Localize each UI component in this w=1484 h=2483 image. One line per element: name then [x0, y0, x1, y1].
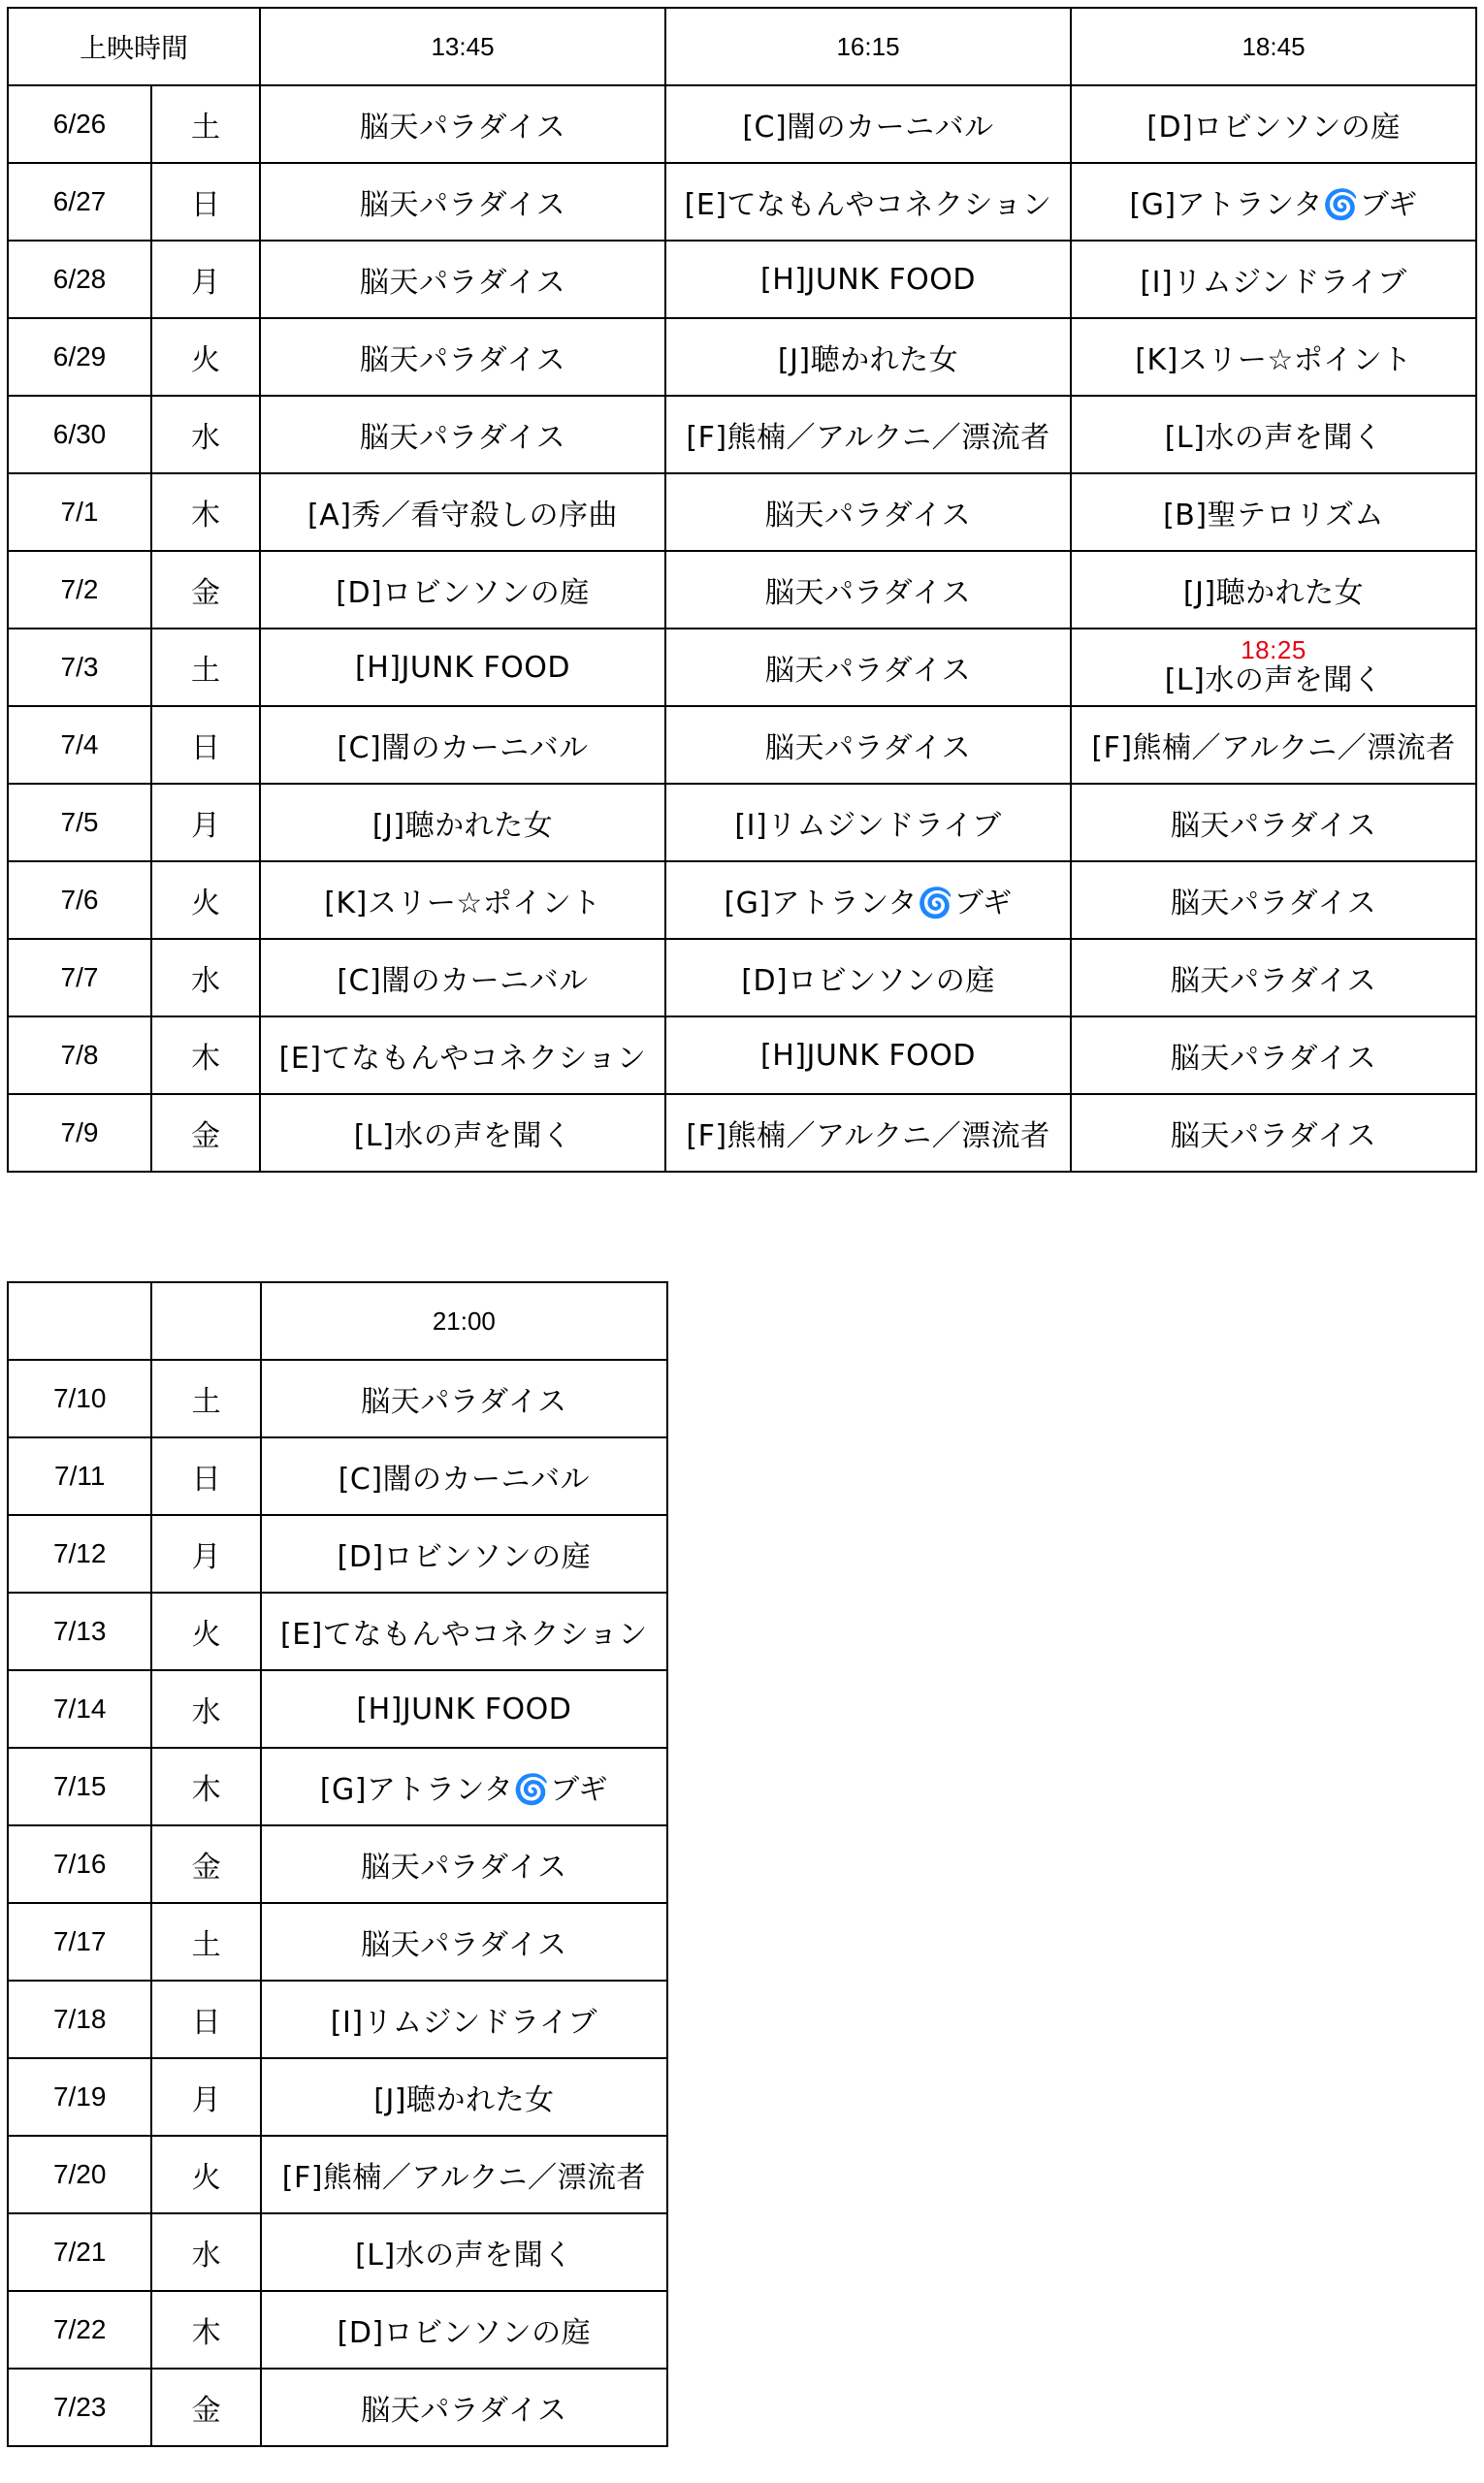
date-cell: 7/15: [8, 1748, 151, 1825]
film-cell: [E]てなもんやコネクション: [260, 1016, 665, 1094]
schedule-table-2: [7, 1281, 668, 2447]
table-row: [8, 1437, 667, 1515]
film-cell: [H]JUNK FOOD: [665, 241, 1071, 318]
table-row: [8, 706, 1476, 784]
table-row: [8, 163, 1476, 241]
film-cell: [J]聴かれた女: [665, 318, 1071, 396]
schedule-table-2-body: [8, 1282, 667, 2446]
date-cell: 6/26: [8, 85, 151, 163]
film-cell: [I]リムジンドライブ: [665, 784, 1071, 861]
weekday-cell: 金: [151, 1094, 260, 1172]
weekday-cell: 金: [151, 551, 260, 629]
film-cell: [A]秀／看守殺しの序曲: [260, 473, 665, 551]
table-row: [8, 1670, 667, 1748]
table-row: [8, 1593, 667, 1670]
film-cell: [D]ロビンソンの庭: [665, 939, 1071, 1016]
weekday-cell: 火: [151, 318, 260, 396]
table-row: [8, 241, 1476, 318]
header-empty-date: [8, 1282, 151, 1360]
film-cell: [F]熊楠／アルクニ／漂流者: [261, 2136, 667, 2213]
weekday-cell: 火: [151, 1593, 260, 1670]
film-cell: [G]アトランタ🌀ブギ: [261, 1748, 667, 1825]
film-cell: 脳天パラダイス: [260, 163, 665, 241]
film-cell: 脳天パラダイス: [260, 396, 665, 473]
weekday-cell: 土: [151, 629, 260, 706]
film-cell: 脳天パラダイス: [1071, 939, 1476, 1016]
table-header-row: [8, 8, 1476, 85]
date-cell: 7/9: [8, 1094, 151, 1172]
weekday-cell: 水: [151, 2213, 260, 2291]
table-row: [8, 1981, 667, 2058]
date-cell: 7/14: [8, 1670, 151, 1748]
film-cell: [K]スリー☆ポイント: [1071, 318, 1476, 396]
date-cell: 7/3: [8, 629, 151, 706]
table-row: [8, 1748, 667, 1825]
film-cell: 脳天パラダイス: [1071, 1016, 1476, 1094]
time-slot-2: 16:15: [665, 8, 1071, 85]
weekday-cell: 火: [151, 861, 260, 939]
date-cell: 6/28: [8, 241, 151, 318]
table-row: [8, 1515, 667, 1593]
film-cell: [C]闇のカーニバル: [260, 706, 665, 784]
film-cell: [J]聴かれた女: [260, 784, 665, 861]
film-cell: [G]アトランタ🌀ブギ: [1071, 163, 1476, 241]
film-cell: [C]闇のカーニバル: [261, 1437, 667, 1515]
weekday-cell: 水: [151, 396, 260, 473]
weekday-cell: 水: [151, 1670, 260, 1748]
table-row: [8, 318, 1476, 396]
schedule-table-1: [7, 7, 1477, 1173]
date-cell: 7/8: [8, 1016, 151, 1094]
weekday-cell: 土: [151, 85, 260, 163]
film-cell: 脳天パラダイス: [665, 551, 1071, 629]
date-cell: 7/12: [8, 1515, 151, 1593]
film-cell: [J]聴かれた女: [1071, 551, 1476, 629]
date-cell: 7/7: [8, 939, 151, 1016]
film-cell: [G]アトランタ🌀ブギ: [665, 861, 1071, 939]
film-cell: [H]JUNK FOOD: [260, 629, 665, 706]
weekday-cell: 日: [151, 1437, 260, 1515]
film-cell: [D]ロビンソンの庭: [260, 551, 665, 629]
weekday-cell: 木: [151, 473, 260, 551]
table-row: [8, 551, 1476, 629]
film-cell: 脳天パラダイス: [261, 1903, 667, 1981]
weekday-cell: 月: [151, 2058, 260, 2136]
weekday-cell: 木: [151, 1748, 260, 1825]
weekday-cell: 日: [151, 706, 260, 784]
weekday-cell: 日: [151, 163, 260, 241]
weekday-cell: 月: [151, 241, 260, 318]
date-cell: 7/1: [8, 473, 151, 551]
table-row: [8, 1360, 667, 1437]
table-row: [8, 629, 1476, 706]
film-cell: 脳天パラダイス: [665, 473, 1071, 551]
date-cell: 6/27: [8, 163, 151, 241]
film-cell: 脳天パラダイス: [1071, 1094, 1476, 1172]
film-cell: 脳天パラダイス: [665, 629, 1071, 706]
film-cell: [H]JUNK FOOD: [665, 1016, 1071, 1094]
time-slot-1: 13:45: [260, 8, 665, 85]
date-cell: 7/16: [8, 1825, 151, 1903]
weekday-cell: 火: [151, 2136, 260, 2213]
date-cell: 7/20: [8, 2136, 151, 2213]
film-cell: [L]水の声を聞く: [260, 1094, 665, 1172]
table-row: [8, 396, 1476, 473]
film-cell: [C]闇のカーニバル: [260, 939, 665, 1016]
table-row: [8, 1825, 667, 1903]
table-row: [8, 861, 1476, 939]
date-cell: 6/29: [8, 318, 151, 396]
table-row: [8, 2369, 667, 2446]
film-cell: [C]闇のカーニバル: [665, 85, 1071, 163]
time-change-note: 18:25: [1241, 635, 1307, 664]
date-cell: 7/5: [8, 784, 151, 861]
date-cell: 7/23: [8, 2369, 151, 2446]
table-row: [8, 1903, 667, 1981]
date-cell: 7/19: [8, 2058, 151, 2136]
film-cell: [F]熊楠／アルクニ／漂流者: [665, 1094, 1071, 1172]
weekday-cell: 月: [151, 1515, 260, 1593]
date-cell: 7/18: [8, 1981, 151, 2058]
film-cell: [I]リムジンドライブ: [261, 1981, 667, 2058]
film-cell: 脳天パラダイス: [260, 318, 665, 396]
film-cell: [F]熊楠／アルクニ／漂流者: [1071, 706, 1476, 784]
film-cell: [K]スリー☆ポイント: [260, 861, 665, 939]
weekday-cell: 土: [151, 1903, 260, 1981]
film-cell: [D]ロビンソンの庭: [261, 1515, 667, 1593]
table-row: [8, 1016, 1476, 1094]
weekday-cell: 金: [151, 1825, 260, 1903]
date-cell: 7/10: [8, 1360, 151, 1437]
date-cell: 7/2: [8, 551, 151, 629]
date-cell: 7/4: [8, 706, 151, 784]
film-cell: [L]水の声を聞く: [1071, 396, 1476, 473]
table-row: [8, 473, 1476, 551]
date-cell: 7/11: [8, 1437, 151, 1515]
date-cell: 7/13: [8, 1593, 151, 1670]
film-cell: [B]聖テロリズム: [1071, 473, 1476, 551]
weekday-cell: 土: [151, 1360, 260, 1437]
table-row: [8, 85, 1476, 163]
film-cell: [E]てなもんやコネクション: [261, 1593, 667, 1670]
date-cell: 7/17: [8, 1903, 151, 1981]
film-cell: [H]JUNK FOOD: [261, 1670, 667, 1748]
film-cell: 脳天パラダイス: [261, 1360, 667, 1437]
film-cell: [F]熊楠／アルクニ／漂流者: [665, 396, 1071, 473]
film-cell: 脳天パラダイス: [1071, 861, 1476, 939]
film-cell: 脳天パラダイス: [261, 2369, 667, 2446]
film-cell: [D]ロビンソンの庭: [1071, 85, 1476, 163]
showtime-label: 上映時間: [8, 8, 260, 85]
weekday-cell: 木: [151, 2291, 260, 2369]
film-cell: [E]てなもんやコネクション: [665, 163, 1071, 241]
table-row: [8, 2136, 667, 2213]
time-slot-1: 21:00: [261, 1282, 667, 1360]
date-cell: 7/21: [8, 2213, 151, 2291]
film-cell: 脳天パラダイス: [261, 1825, 667, 1903]
film-cell: [J]聴かれた女: [261, 2058, 667, 2136]
date-cell: 7/6: [8, 861, 151, 939]
table-row: [8, 1094, 1476, 1172]
film-cell: [D]ロビンソンの庭: [261, 2291, 667, 2369]
table-row: [8, 939, 1476, 1016]
film-cell: [L]水の声を聞く: [261, 2213, 667, 2291]
film-cell: [1071, 629, 1476, 706]
table-header-row: [8, 1282, 667, 1360]
table-row: [8, 784, 1476, 861]
film-cell: 脳天パラダイス: [1071, 784, 1476, 861]
header-empty-day: [151, 1282, 260, 1360]
film-cell: [I]リムジンドライブ: [1071, 241, 1476, 318]
film-cell: 脳天パラダイス: [665, 706, 1071, 784]
schedule-table-1-body: [8, 8, 1476, 1172]
table-row: [8, 2213, 667, 2291]
film-cell: 脳天パラダイス: [260, 85, 665, 163]
weekday-cell: 日: [151, 1981, 260, 2058]
table-row: [8, 2291, 667, 2369]
date-cell: 7/22: [8, 2291, 151, 2369]
weekday-cell: 月: [151, 784, 260, 861]
weekday-cell: 木: [151, 1016, 260, 1094]
time-slot-3: 18:45: [1071, 8, 1476, 85]
film-cell: 脳天パラダイス: [260, 241, 665, 318]
table-row: [8, 2058, 667, 2136]
weekday-cell: 水: [151, 939, 260, 1016]
film-title: [L]水の声を聞く: [1164, 663, 1383, 697]
weekday-cell: 金: [151, 2369, 260, 2446]
date-cell: 6/30: [8, 396, 151, 473]
